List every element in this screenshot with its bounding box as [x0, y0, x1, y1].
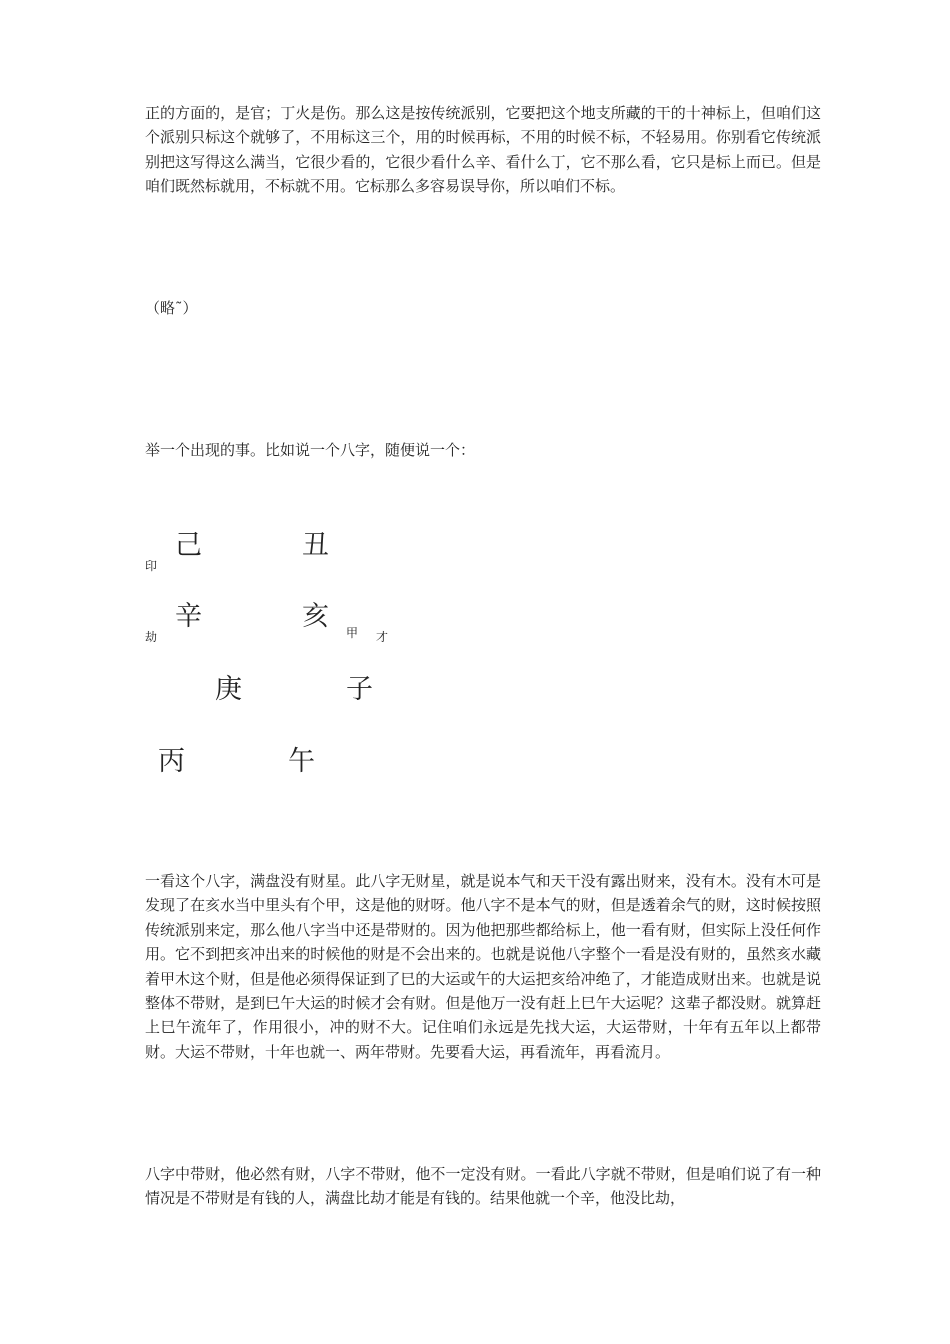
- example-intro: 举一个出现的事。比如说一个八字，随便说一个：: [145, 441, 476, 459]
- bazi-branch-wu: 午: [288, 746, 315, 777]
- bazi-shishen-yin: 印: [145, 559, 158, 573]
- bazi-hidden-shishen-cai: 才: [376, 630, 389, 644]
- bazi-hidden-jia: 甲: [346, 626, 359, 640]
- omitted-note: （略˜）: [145, 299, 198, 317]
- bazi-stem-xin: 辛: [175, 601, 202, 632]
- paragraph-analysis: 一看这个八字，满盘没有财星。此八字无财星，就是说本气和天干没有露出财来，没有木。没有木可是发现了在亥水当中里头有个甲，这是他的财呀。他八字不是本气的财，但是透着余气的财，这时候按照传统派别来定，那么他八字当中还是带财的。因为他把那些都给标上，他一看有财，但实际上没任何作用。它不到把亥冲出来的时候他的财是不会出来的。也就是说他八字整个一看是没有财的，虽然亥水藏着甲木这个财，但是他必须得保证到了巳的大运或午的大运把亥给冲绝了，才能造成财出来。也就是说整体不带财，是到巳午大运的时候才会有财。但是他万一没有赶上巳午大运呢？这辈子都没财。就算赶上巳午流年了，作用很小，冲的财不大。记住咱们永远是先找大运，大运带财，十年有五年以上都带财。大运不带财，十年也就一、两年带财。先要看大运，再看流年，再看流月。: [145, 872, 821, 1061]
- paragraph-intro-text: 正的方面的，是官；丁火是伤。那么这是按传统派别，它要把这个地支所藏的干的十神标上，但咱们这个派别只标这个就够了，不用标这三个，用的时候再标，不用的时候不标，不轻易用。你别看它传统派别把这写得这么满当，它很少看的，它很少看什么辛、看什么丁，它不那么看，它只是标上而已。但是咱们既然标就用，不标就不用。它标那么多容易误导你，所以咱们不标。: [145, 104, 821, 196]
- bazi-branch-hai: 亥: [302, 601, 329, 632]
- bazi-branch-chou: 丑: [302, 530, 329, 561]
- bazi-stem-bing: 丙: [158, 746, 185, 777]
- bazi-stem-geng: 庚: [215, 674, 242, 705]
- paragraph-conclusion: 八字中带财，他必然有财，八字不带财，他不一定没有财。一看此八字就不带财，但是咱们说了有一种情况是不带财是有钱的人，满盘比劫才能是有钱的。结果他就一个辛，他没比劫，: [145, 1165, 821, 1208]
- bazi-shishen-jie: 劫: [145, 630, 158, 644]
- bazi-stem-ji: 己: [175, 530, 202, 561]
- bazi-branch-zi: 子: [346, 674, 373, 705]
